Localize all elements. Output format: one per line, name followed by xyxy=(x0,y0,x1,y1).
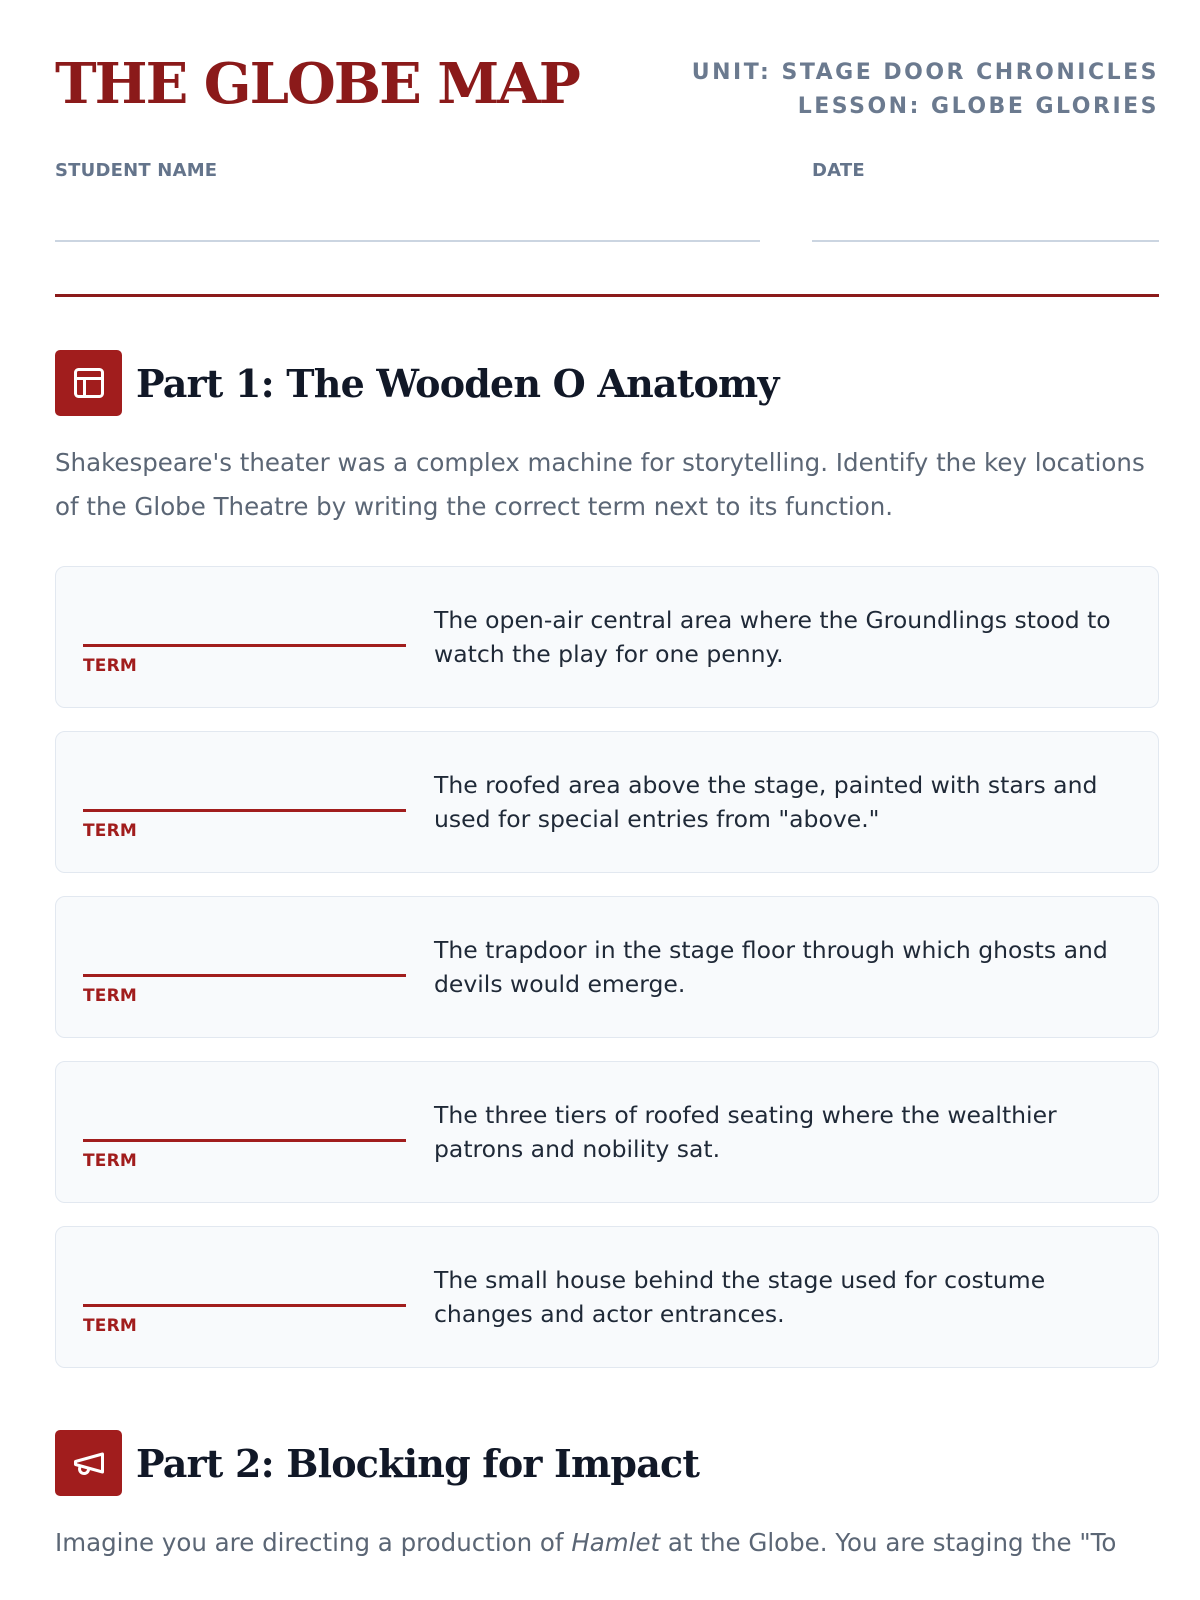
layout-icon xyxy=(55,350,122,416)
header-divider xyxy=(55,294,1159,297)
term-answer-line[interactable] xyxy=(83,644,406,647)
term-label: TERM xyxy=(83,656,138,676)
term-card xyxy=(55,896,1159,1038)
part2-intro xyxy=(55,1521,1159,1565)
part1-intro: Shakespeare's theater was a complex machine for storytelling. Identify the key locations of the Globe Theatre by writing the correct term next to its function. xyxy=(55,448,1145,521)
term-answer-line[interactable] xyxy=(83,809,406,812)
term-definition: The open-air central area where the Groundlings stood to watch the play for one penny. xyxy=(434,606,1111,668)
part2-intro-text: Imagine you are directing a production of xyxy=(55,1528,572,1557)
play-title: Hamlet xyxy=(571,1528,661,1557)
term-answer-line[interactable] xyxy=(83,1139,406,1142)
page-title: THE GLOBE MAP xyxy=(55,51,579,117)
worksheet-page xyxy=(55,0,1159,1557)
term-label: TERM xyxy=(83,821,138,841)
term-answer-line[interactable] xyxy=(83,1304,406,1307)
term-card xyxy=(55,1226,1159,1368)
term-definition: The three tiers of roofed seating where the wealthier patrons and nobility sat. xyxy=(434,1101,1057,1163)
term-card xyxy=(55,731,1159,873)
term-definition: The roofed area above the stage, painted with stars and used for special entries from "above." xyxy=(434,771,1098,833)
term-card xyxy=(55,1061,1159,1203)
term-definition: The trapdoor in the stage floor through which ghosts and devils would emerge. xyxy=(434,936,1108,998)
student-name-label: STUDENT NAME xyxy=(55,160,218,181)
lesson-label: LESSON: GLOBE GLORIES xyxy=(797,94,1159,119)
term-definition: The small house behind the stage used for costume changes and actor entrances. xyxy=(434,1266,1046,1328)
part2-heading xyxy=(55,1430,699,1496)
part1-title: Part 1: The Wooden O Anatomy xyxy=(136,360,779,406)
term-label: TERM xyxy=(83,1151,138,1171)
megaphone-icon xyxy=(55,1430,122,1496)
unit-label: UNIT: STAGE DOOR CHRONICLES xyxy=(691,60,1159,85)
date-field[interactable] xyxy=(812,240,1159,242)
term-label: TERM xyxy=(83,1316,138,1336)
part2-title: Part 2: Blocking for Impact xyxy=(136,1440,700,1486)
part2-intro-text-cont: at the Globe. You are staging the "To xyxy=(660,1528,1117,1557)
term-label: TERM xyxy=(83,986,138,1006)
term-answer-line[interactable] xyxy=(83,974,406,977)
date-label: DATE xyxy=(812,160,865,181)
unit-lesson-block xyxy=(692,56,1159,124)
student-name-field[interactable] xyxy=(55,240,760,242)
worksheet-header xyxy=(55,0,1159,150)
term-card xyxy=(55,566,1159,708)
part1-heading xyxy=(55,350,779,416)
